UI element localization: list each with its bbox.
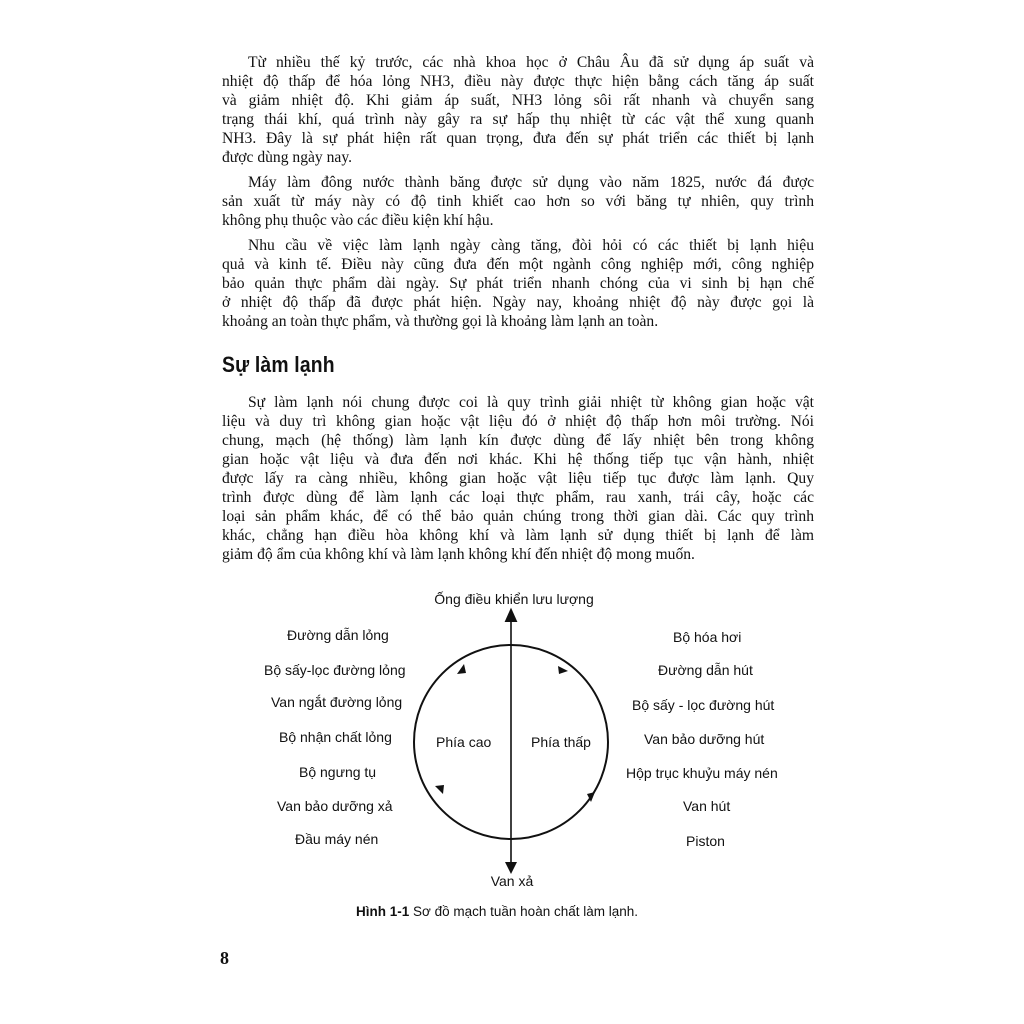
text-line: chung, mạch (hệ thống) làm lạnh kín được dùng để lấy nhiệt bên trong không [222,432,814,449]
text-line: Sự làm lạnh nói chung được coi là quy trình giải nhiệt từ không gian hoặc vật [248,394,814,411]
caption-text: Sơ đồ mạch tuần hoàn chất làm lạnh. [409,904,639,919]
label-high-side: Phía cao [436,734,492,750]
text-line: nhiệt độ thấp để hóa lỏng NH3, điều này được thực hiện bằng cách tăng áp suất [222,73,814,90]
text-line: NH3. Đây là sự phát hiện rất quan trọng, đưa đến sự phát triển các thiết bị lạnh [222,130,814,147]
text-line: giảm độ ẩm của không khí và làm lạnh không khí đến nhiệt độ mong muốn. [222,546,695,563]
right-label: Hộp trục khuỷu máy nén [626,765,778,781]
left-label: Van ngắt đường lỏng [271,694,403,710]
right-label: Bộ sấy - lọc đường hút [632,697,775,713]
text-line: và giảm nhiệt độ. Khi giảm áp suất, NH3 lỏng sôi rất nhanh và chuyển sang [222,92,814,109]
text-line: không phụ thuộc vào các điều kiện khí hậu. [222,212,494,229]
page-number: 8 [220,948,229,968]
text-line: Nhu cầu về việc làm lạnh ngày càng tăng, đòi hỏi có các thiết bị lạnh hiệu [248,237,814,254]
text-line: sản xuất từ máy này có độ tinh khiết cao hơn so với băng tự nhiên, quy trình [222,193,814,210]
right-label: Van hút [683,798,731,814]
text-line: khác, chẳng hạn điều hòa không khí và làm lạnh sử dụng thiết bị lạnh để làm [222,527,814,544]
left-label: Đầu máy nén [295,831,379,847]
label-low-side: Phía thấp [531,734,591,750]
left-label: Bộ ngưng tụ [299,764,377,780]
flow-arrow-icon [558,666,568,674]
text-line: được dùng ngày nay. [222,149,353,166]
left-label: Bộ nhận chất lỏng [279,729,392,745]
text-line: ở nhiệt độ thấp đã được phát hiện. Ngày nay, khoảng nhiệt độ này được gọi là [222,294,814,311]
flow-arrow-icon [435,785,444,794]
right-label: Van bảo dưỡng hút [644,731,765,747]
text-line: Từ nhiều thế kỷ trước, các nhà khoa học ở Châu Âu đã sử dụng áp suất và [248,54,814,71]
left-label: Van bảo dưỡng xả [277,798,393,814]
text-line: liệu và duy trì không gian hoặc vật liệu đó ở nhiệt độ thấp hơn môi trường. Nói [222,413,814,430]
caption-prefix: Hình 1-1 [356,904,410,919]
right-label: Piston [686,833,725,849]
section-heading: Sự làm lạnh [222,352,335,377]
left-label: Đường dẫn lỏng [287,627,389,643]
text-line: loại sản phẩm khác, để có thể bảo quản chúng trong thời gian dài. Các quy trình [222,508,814,525]
text-line: gian hoặc vật liệu và đưa đến nơi khác. Khi hệ thống tiếp tục vận hành, nhiệt [222,451,814,468]
figure-caption [356,904,638,919]
text-line: được lấy ra càng nhiều, không gian hoặc vật liệu tiếp tục được làm lạnh. Quy [222,470,814,487]
right-label: Bộ hóa hơi [673,629,742,645]
text-line: khoảng an toàn thực phẩm, và thường gọi là khoảng làm lạnh an toàn. [222,313,659,330]
text-line: trình được dùng để làm lạnh các loại thực phẩm, rau xanh, trái cây, hoặc các [222,489,814,506]
right-label: Đường dẫn hút [658,662,753,678]
text-line: quả và kinh tế. Điều này cũng đưa đến một ngành công nghiệp mới, công nghiệp [222,256,814,273]
text-line: trạng thái khí, quá trình này gây ra sự hấp thụ nhiệt từ các vật thể xung quanh [222,111,814,128]
label-discharge-valve: Van xả [490,873,534,889]
left-label: Bộ sấy-lọc đường lỏng [264,662,406,678]
text-line: bảo quản thực phẩm dài ngày. Sự phát triển nhanh chóng của vi sinh bị hạn chế [222,275,814,292]
label-flow-control-tube: Ống điều khiển lưu lượng [434,591,594,607]
text-line: Máy làm đông nước thành băng được sử dụng vào năm 1825, nước đá được [248,174,814,191]
flow-arrow-icon [457,664,466,674]
